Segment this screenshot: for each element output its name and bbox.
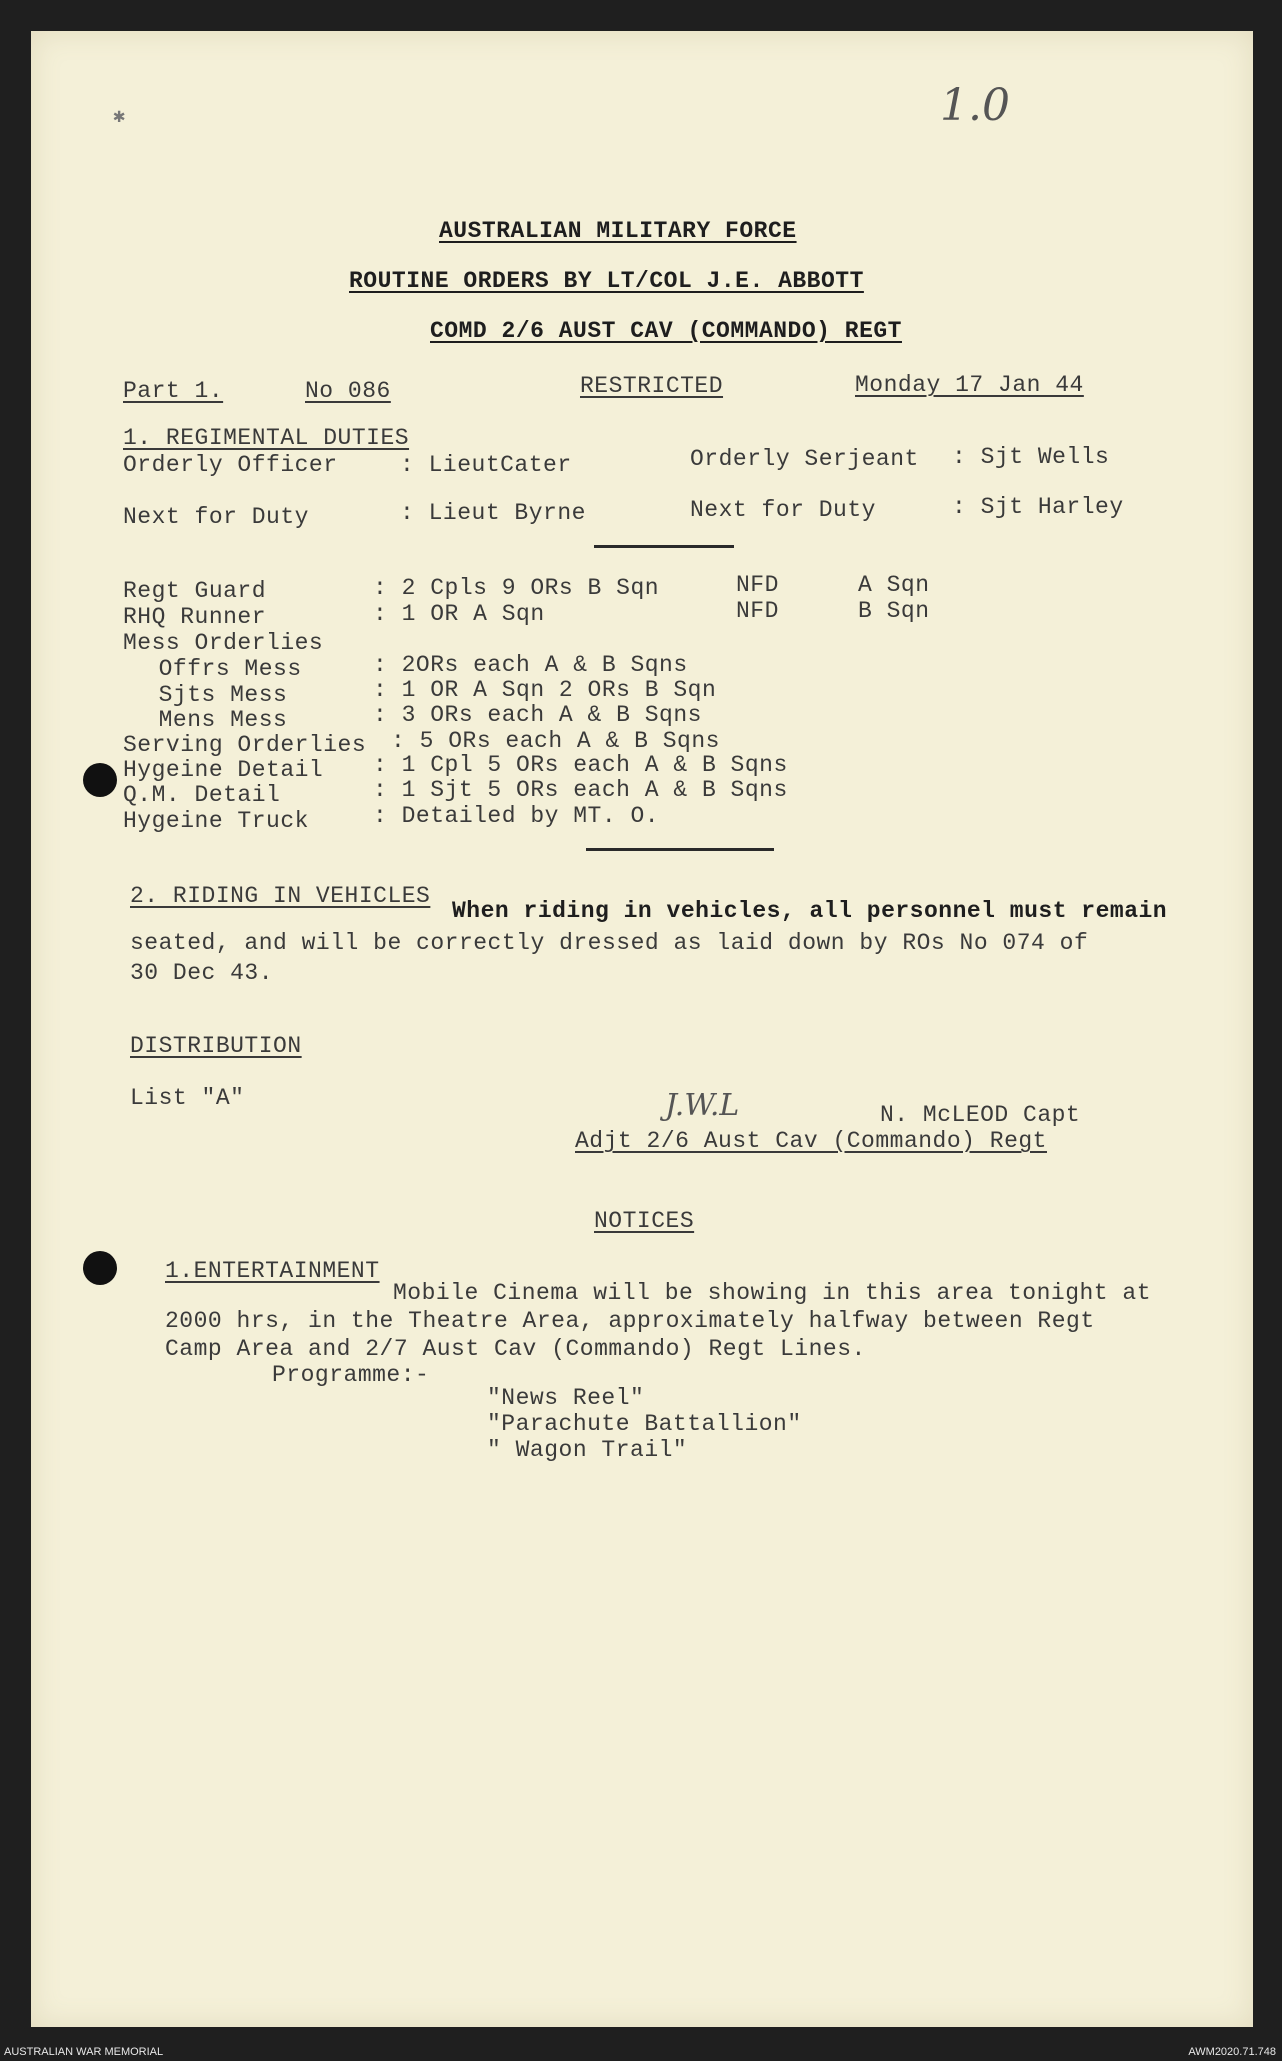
duty-value-2: : Sjt Wells	[952, 444, 1110, 470]
header-line-2: ROUTINE ORDERS BY LT/COL J.E. ABBOTT	[349, 268, 864, 294]
footer-right: AWM2020.71.748	[1188, 2046, 1276, 2058]
part-label: Part 1.	[123, 378, 224, 404]
duty-row-value: : 1 OR A Sqn 2 ORs B Sqn	[373, 677, 717, 703]
programme-item: "News Reel"	[487, 1385, 645, 1411]
nfd-value: B Sqn	[858, 598, 930, 624]
duty-row-label: Q.M. Detail	[123, 782, 281, 808]
distribution-heading: DISTRIBUTION	[130, 1033, 302, 1059]
header-line-1: AUSTRALIAN MILITARY FORCE	[439, 218, 797, 244]
signature-scrawl: J.W.L	[665, 1088, 740, 1123]
duty-row-value: : 1 OR A Sqn	[373, 601, 545, 627]
duty-row-label: RHQ Runner	[123, 604, 267, 630]
header-line-3: COMD 2/6 AUST CAV (COMMANDO) REGT	[430, 318, 902, 344]
section2-line-1: When riding in vehicles, all personnel must remain	[452, 898, 1168, 924]
punch-hole	[83, 763, 117, 797]
duty-row-value: : 3 ORs each A & B Sqns	[373, 702, 702, 728]
duty-row-label: Hygeine Detail	[123, 757, 324, 783]
footer-left: AUSTRALIAN WAR MEMORIAL	[4, 2046, 164, 2058]
duty-row-value: : 2 Cpls 9 ORs B Sqn	[373, 575, 660, 601]
duty-row-label: Offrs Mess	[130, 656, 302, 682]
order-date: Monday 17 Jan 44	[855, 372, 1084, 398]
duty-row-label: Sjts Mess	[130, 682, 288, 708]
duty-label-2: Next for Duty	[690, 497, 876, 523]
duty-row-value: : 2ORs each A & B Sqns	[373, 652, 688, 678]
duty-row-value: : Detailed by MT. O.	[373, 803, 660, 829]
duty-value: : Lieut Byrne	[400, 500, 586, 526]
duty-row-value: : 1 Cpl 5 ORs each A & B Sqns	[373, 752, 788, 778]
duty-value: : LieutCater	[400, 452, 572, 478]
duty-row-label: Hygeine Truck	[123, 808, 309, 834]
punch-hole	[83, 1251, 117, 1285]
signature-title: Adjt 2/6 Aust Cav (Commando) Regt	[575, 1128, 1047, 1154]
page-number-handwritten: 1.0	[940, 80, 1010, 131]
duty-value-2: : Sjt Harley	[952, 494, 1124, 520]
duty-label: Next for Duty	[123, 504, 309, 530]
nfd-value: A Sqn	[858, 572, 930, 598]
duty-label-2: Orderly Serjeant	[690, 446, 919, 472]
divider	[594, 545, 734, 548]
programme-label: Programme:-	[272, 1362, 430, 1388]
nfd-label: NFD	[736, 572, 779, 598]
duty-row-value: : 1 Sjt 5 ORs each A & B Sqns	[373, 777, 788, 803]
duty-row-label: Mens Mess	[130, 707, 288, 733]
distribution-list: List "A"	[130, 1085, 245, 1111]
notice-item-heading: 1.ENTERTAINMENT	[165, 1258, 380, 1284]
nfd-label: NFD	[736, 598, 779, 624]
duty-row-value: : 5 ORs each A & B Sqns	[391, 728, 720, 754]
staple-mark-icon	[113, 103, 143, 117]
section1-heading: 1. REGIMENTAL DUTIES	[123, 425, 410, 451]
section2-line-3: 30 Dec 43.	[130, 960, 274, 986]
duty-row-label: Mess Orderlies	[123, 630, 324, 656]
notices-heading: NOTICES	[594, 1208, 695, 1234]
order-number: No 086	[305, 378, 391, 404]
notice-line-1: Mobile Cinema will be showing in this area tonight at	[393, 1280, 1152, 1306]
duty-row-label: Serving Orderlies	[123, 732, 367, 758]
notice-line-3: Camp Area and 2/7 Aust Cav (Commando) Regt Lines.	[165, 1336, 866, 1362]
duty-label: Orderly Officer	[123, 452, 338, 478]
signature-name: N. McLEOD Capt	[880, 1102, 1081, 1128]
duty-row-label: Regt Guard	[123, 578, 267, 604]
programme-item: "Parachute Battallion"	[487, 1411, 802, 1437]
notice-line-2: 2000 hrs, in the Theatre Area, approximately halfway between Regt	[165, 1308, 1095, 1334]
section2-heading: 2. RIDING IN VEHICLES	[130, 883, 431, 909]
classification: RESTRICTED	[580, 373, 724, 399]
section2-line-2: seated, and will be correctly dressed as laid down by ROs No 074 of	[130, 930, 1089, 956]
divider	[586, 848, 774, 851]
programme-item: " Wagon Trail"	[487, 1437, 688, 1463]
